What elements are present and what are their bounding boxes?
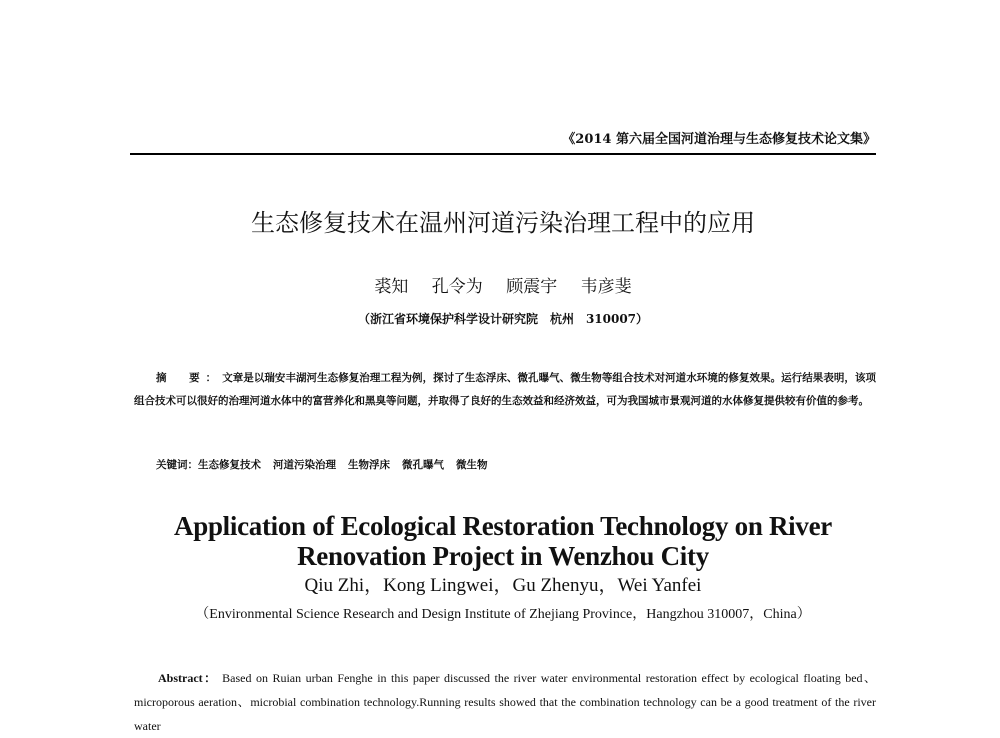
chinese-author: 裘知 (374, 277, 409, 297)
chinese-keywords-label: 关键词： (156, 459, 198, 471)
english-authors: Qiu Zhi，Kong Lingwei，Gu Zhenyu，Wei Yanfei (304, 575, 702, 596)
english-title (120, 511, 886, 571)
chinese-title: 生态修复技术在温州河道污染治理工程中的应用 (251, 209, 755, 237)
keyword: 河道污染治理 (273, 459, 336, 471)
keyword: 微生物 (456, 459, 488, 471)
chinese-affiliation: （浙江省环境保护科学设计研究院 杭州 310007） (357, 312, 649, 326)
journal-header: 《2014 第六届全国河道治理与生态修复技术论文集》 (562, 132, 876, 147)
header-rule (130, 153, 876, 155)
english-affiliation: （Environmental Science Research and Design Institute of Zhejiang Province，Hangzhou 310007，China） (195, 607, 811, 622)
english-abstract-text: Based on Ruian urban Fenghe in this paper discussed the river water environmental restoration effect by ecological floating bed、microporous aeration、microbial combination technology.Running results showed that the combination technology can be a good treatment of the river water (134, 671, 877, 733)
chinese-author: 顾震宇 (506, 277, 558, 297)
chinese-keywords (156, 456, 876, 474)
chinese-author: 韦彦斐 (580, 277, 632, 297)
english-title-line: Renovation Project in Wenzhou City (297, 541, 709, 571)
chinese-author: 孔令为 (431, 277, 483, 297)
keyword: 生物浮床 (348, 459, 390, 471)
english-abstract (134, 666, 876, 738)
keyword: 生态修复技术 (198, 459, 261, 471)
english-title-line: Application of Ecological Restoration Technology on River (174, 511, 832, 541)
keyword: 微孔曝气 (402, 459, 444, 471)
chinese-abstract-text: 文章是以瑞安丰湖河生态修复治理工程为例，探讨了生态浮床、微孔曝气、微生物等组合技术对河道水环境的修复效果。运行结果表明，该项组合技术可以很好的治理河道水体中的富营养化和黑臭等问题，并取得了良好的生态效益和经济效益，可为我国城市景观河道的水体修复提供较有价值的参考。 (134, 372, 877, 407)
chinese-abstract (134, 367, 876, 413)
chinese-abstract-label: 摘 要： (156, 372, 223, 384)
chinese-authors (130, 275, 876, 299)
english-abstract-label: Abstract： (158, 671, 218, 685)
